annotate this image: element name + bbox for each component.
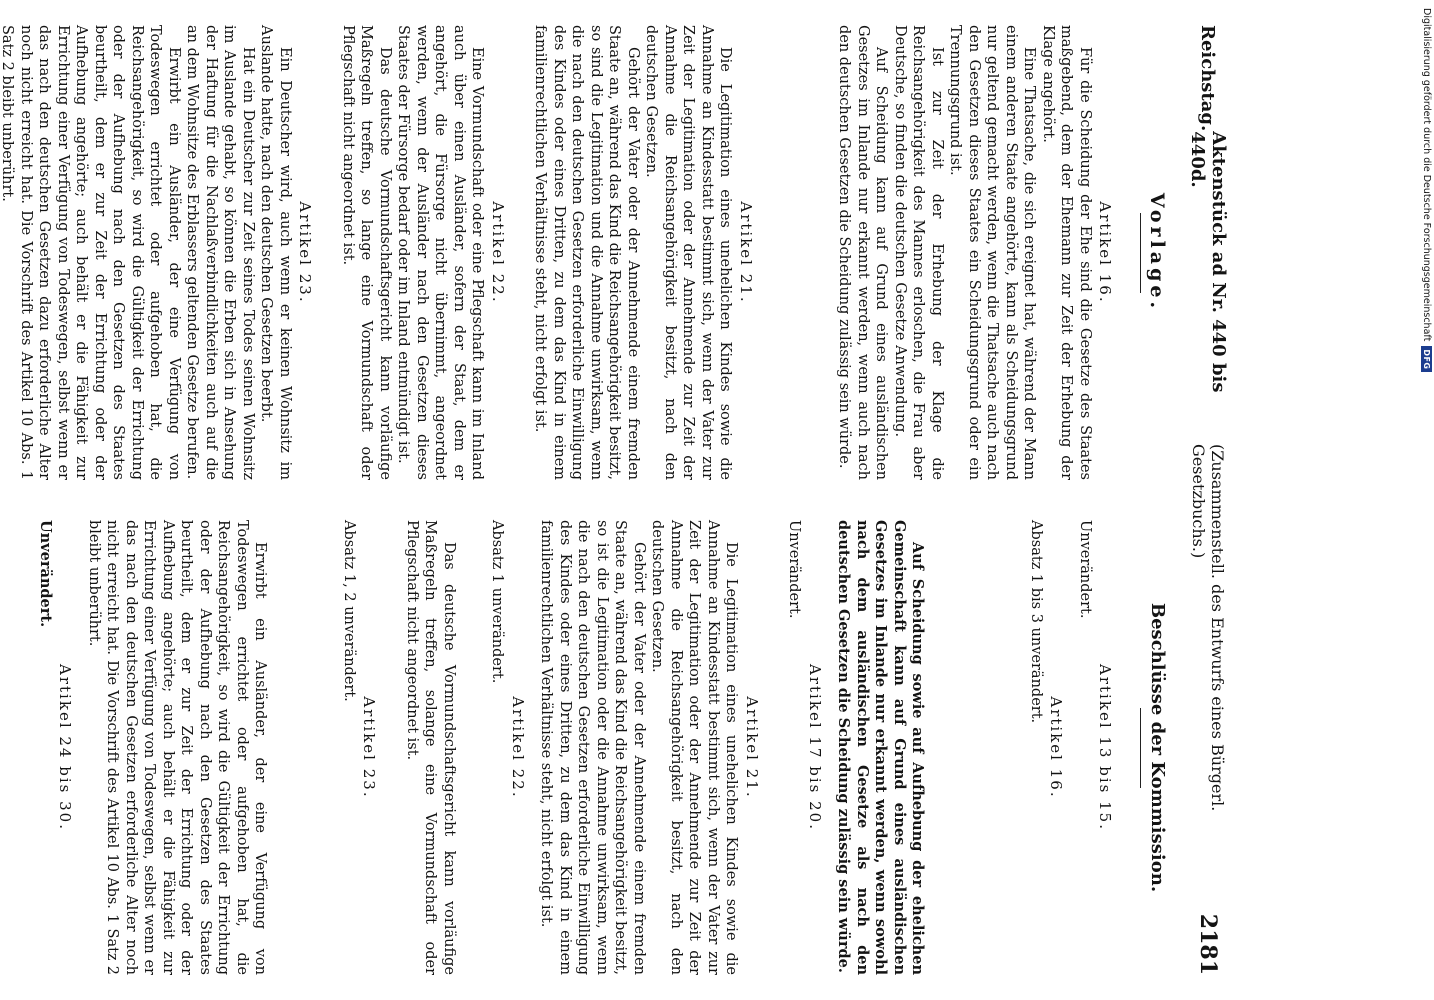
column-heading-kommission: Beschlüsse der Kommission. bbox=[1147, 602, 1168, 893]
running-head bbox=[1186, 25, 1230, 975]
paragraph: Für die Scheidung der Ehe sind die Gesetze des Staates maßgebend, dem der Ehemann zur Zeit der Erhebung der Klage angehört. bbox=[1040, 25, 1093, 480]
paragraph: Eine Vormundschaft oder eine Pflegschaft kann im Inland auch über einen Ausländer, sofern der Staat, dem er angehört, die Fürsorge nicht übernimmt, angeordnet werden, wenn der Ausländer nach den Gesetzen dieses Staates der Fürsorge bedarf oder im Inland entmündigt ist. bbox=[395, 25, 486, 480]
paragraph: Unverändert. bbox=[786, 520, 803, 619]
paragraph: Das deutsche Vormundschaftsgericht kann vorläufige Maßregeln treffen, so lange eine Vormundschaft oder Pflegschaft nicht angeordnet ist. bbox=[340, 25, 393, 480]
paragraph: Gehört der Vater oder der Annehmende einem fremden Staate an, während das Kind die Reichsangehörigkeit besitzt, so ist die Legitimation oder die Annahme unwirksam, wenn die nach den deutschen Gesetzen erforderliche Einwilligung des Kindes oder eines Dritten, zu dem das Kind in einem familienrechtlichen Verhältnisse steht, nicht erfolgt ist. bbox=[538, 520, 647, 975]
paragraph: Hat ein Deutscher zur Zeit seines Todes seinen Wohnsitz im Auslande gehabt, so können die Erben sich in Ansehung der Haftung für die Nachlaßverbindlichkeiten auch auf die an dem Wohnsitze des Erblassers geltenden Gesetze berufen. bbox=[184, 25, 256, 480]
paragraph: Absatz 1 bis 3 unverändert. bbox=[1028, 520, 1044, 724]
article-title: Artikel 24 bis 30. bbox=[56, 664, 75, 831]
paragraph: Erwirbt ein Ausländer, der eine Verfügung von Todeswegen errichtet oder aufgehoben hat, die Reichsangehörigkeit, so wird die Gültigkeit der Errichtung oder der Aufhebung nach den Gesetzen des Staates beurtheilt, dem er zur Zeit der Errichtung oder der Aufhebung angehörte; auch behält er die Fähigkeit zur Errichtung einer Verfügung von Todeswegen, selbst wenn er das nach den deutschen Gesetzen erforderliche Alter noch nicht erreicht hat. Die Vorschrift des Artikel 10 Abs. 1 Satz 2 bleibt unberührt. bbox=[86, 520, 269, 975]
digitization-note-text: Digitalisierung gefördert durch die Deutsche Forschungsgemeinschaft bbox=[1421, 8, 1432, 342]
article-title: Artikel 17 bis 20. bbox=[806, 664, 824, 831]
paragraph: Ein Deutscher wird, auch wenn er keinen Wohnsitz im Auslande hatte, nach den deutschen Gesetzen beerbt. bbox=[258, 25, 293, 480]
paragraph: Eine Thatsache, die sich ereignet hat, während der Mann einem anderen Staate angehörte, kann als Scheidungsgrund nur geltend gemacht werden, wenn die Thatsache auch nach den Gesetzen dieses Staates ein Scheidungsgrund oder ein Trennungsgrund ist. bbox=[947, 25, 1038, 480]
paragraph: Die Legitimation eines unehelichen Kindes sowie die Annahme an Kindesstatt bestimmt sich, wenn der Vater zur Zeit der Legitimation oder der Annehmende zur Zeit der Annahme die Reichsangehörigkeit besitzt, nach den deutschen Gesetzen. bbox=[649, 520, 740, 975]
article-title: Artikel 22. bbox=[489, 201, 507, 304]
article-title: Artikel 21. bbox=[743, 696, 761, 799]
running-head-center: Aktenstück ad Nr. 440 bis 440d. bbox=[1187, 131, 1229, 393]
column-heading-vorlage: Vorlage. bbox=[1146, 192, 1168, 313]
paragraph: Die Legitimation eines unehelichen Kindes sowie die Annahme an Kindesstatt bestimmt sich, wenn der Vater zur Zeit der Legitimation oder der Annehmende zur Zeit der Annahme die Reichsangehörigkeit besitzt, nach den deutschen Gesetzen. bbox=[643, 25, 734, 480]
paragraph: Unverändert. bbox=[1077, 520, 1093, 619]
paragraph: Das deutsche Vormundschaftsgericht kann vorläufige Maßregeln treffen, solange eine Vormundschaft oder Pflegschaft nicht angeordnet ist. bbox=[404, 520, 457, 975]
article-title: Artikel 21. bbox=[737, 201, 755, 304]
article-title: Artikel 22. bbox=[509, 696, 527, 799]
column-vorlage bbox=[0, 25, 1168, 480]
paragraph: Erwirbt ein Ausländer, der eine Verfügung von Todeswegen errichtet oder aufgehoben hat, die Reichsangehörigkeit, so wird die Gültigkeit der Errichtung oder der Aufhebung nach den Gesetzen des Staates beurtheilt, dem er zur Zeit der Errichtung oder der Aufhebung angehörte; auch behält er die Fähigkeit zur Errichtung einer Verfügung von Todeswegen, selbst wenn er das nach den deutschen Gesetzen dazu erforderliche Alter noch nicht erreicht hat. Die Vorschrift des Artikel 10 Abs. 1 Satz 2 bleibt unberührt. bbox=[0, 25, 182, 480]
article-title: Artikel 23. bbox=[296, 201, 315, 304]
paragraph: Auf Scheidung kann auf Grund eines ausländischen Gesetzes im Inlande nur erkannt werden, wenn auch nach den deutschen Gesetzen die Scheidung zulässig sein würde. bbox=[836, 25, 890, 480]
paragraph: Gehört der Vater oder der Annehmende einem fremden Staate an, während das Kind die Reichsangehörigkeit besitzt, so sind die Legitimation und die Annahme unwirksam, wenn die nach den deutschen Gesetzen erforderliche Einwilligung des Kindes oder eines Dritten, zu dem das Kind in einem familienrechtlichen Verhältnisse steht, nicht erfolgt ist. bbox=[532, 25, 641, 480]
running-head-right: (Zusammenstell. des Entwurfs eines Bürgerl. Gesetzbuchs.) bbox=[1189, 444, 1227, 812]
article-title: Artikel 16. bbox=[1047, 696, 1066, 799]
column-kommission bbox=[36, 520, 1169, 975]
article-title: Artikel 23. bbox=[360, 696, 379, 799]
digitization-note bbox=[1418, 8, 1432, 388]
running-head-left: Reichstag. bbox=[1197, 25, 1219, 132]
paragraph: Absatz 1 unverändert. bbox=[489, 520, 506, 684]
heading-rule bbox=[1141, 213, 1142, 293]
heading-rule bbox=[1141, 708, 1142, 788]
page-number: 2181 bbox=[1195, 913, 1221, 975]
paragraph: Absatz 1, 2 unverändert. bbox=[341, 520, 357, 702]
document-page bbox=[0, 25, 1230, 975]
dfg-logo: DFG bbox=[1421, 346, 1432, 372]
article-title: Artikel 13 bis 15. bbox=[1096, 664, 1115, 831]
amended-paragraph: Auf Scheidung sowie auf Aufhebung der ehelichen Gemeinschaft kann auf Grund eines ausländischen Gesetzes im Inlande nur erkannt werden, wenn sowohl nach dem ausländischen Gesetze als nach den deutschen Gesetzen die Scheidung zulässig sein würde. bbox=[835, 520, 927, 975]
paragraph: Unverändert. bbox=[37, 520, 54, 628]
paragraph: Ist zur Zeit der Erhebung der Klage die Reichsangehörigkeit des Mannes erloschen, die Frau aber Deutsche, so finden die deutschen Gesetze Anwendung. bbox=[892, 25, 945, 480]
article-title: Artikel 16. bbox=[1096, 201, 1115, 304]
